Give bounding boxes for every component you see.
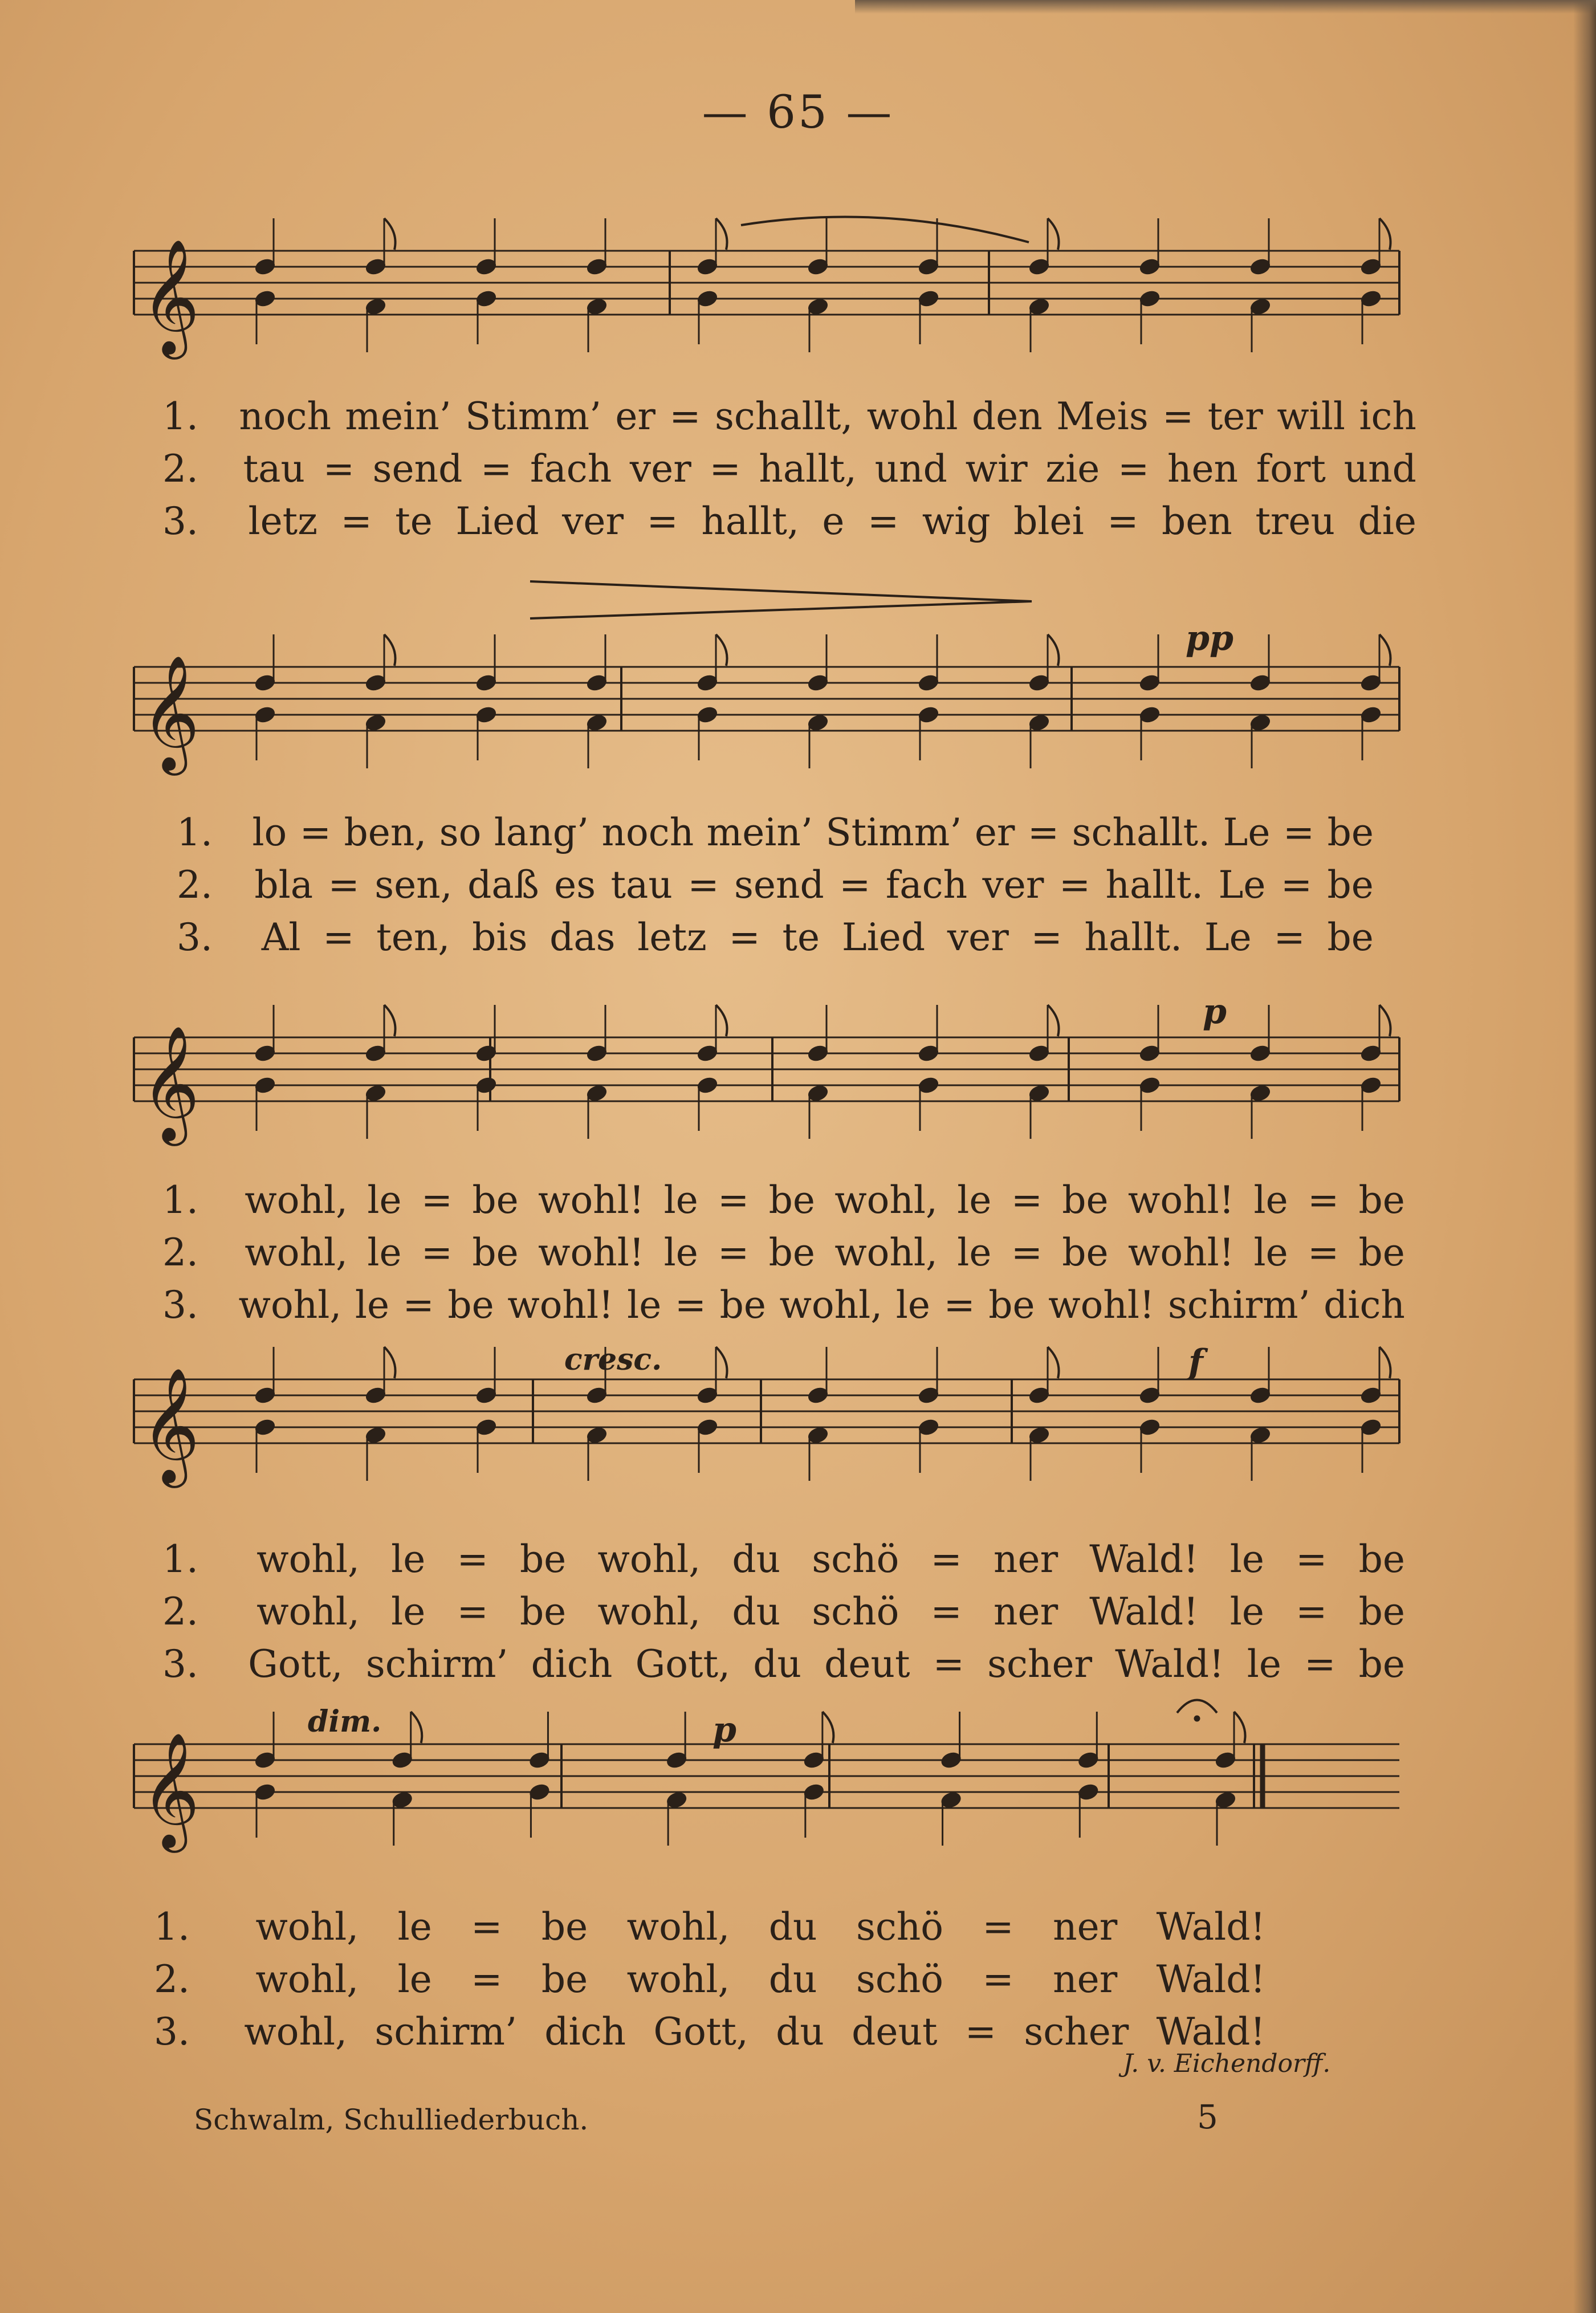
lyric-syllable: wohl! [538,1231,645,1274]
lyric-syllable: = [646,499,678,543]
lyric-syllable: le [1229,1590,1264,1634]
lyrics-system-1 [162,390,1416,548]
lyric-syllable: be [472,1231,519,1274]
lyric-syllable: wohl! [538,1178,645,1222]
lyric-syllable: lang’ [494,811,589,854]
lyric-syllable: be [1327,863,1374,907]
lyric-syllable: du [753,1642,801,1686]
lyric-syllable: dich [531,1642,613,1686]
lyric-syllable: = [933,1642,964,1686]
verse-number: 2. [162,447,198,491]
verse-number: 3. [154,2010,190,2054]
lyric-syllable: so [439,811,482,854]
lyric-syllable: ich [1359,394,1416,438]
lyric-syllable: = [1280,863,1313,907]
lyric-syllable: = [457,1590,488,1634]
lyric-syllable: daß [467,863,539,907]
lyric-syllable: be [768,1178,815,1222]
lyric-syllable: = [1307,1178,1339,1222]
lyric-syllable: be [541,1905,588,1949]
lyric-syllable: Gott, [635,1642,731,1686]
lyric-verse-3 [162,1638,1405,1691]
verse-number: 2. [177,863,213,907]
lyric-syllable: = [1162,394,1194,438]
verse-number: 1. [162,1178,198,1222]
treble-clef: 𝄞 [141,655,200,771]
lyric-syllable: fach [530,447,612,491]
lyric-syllable: Le [1218,863,1266,907]
lyric-syllable: be [1358,1231,1405,1274]
lyric-syllable: er [974,811,1015,854]
lyric-syllable: und [874,447,947,491]
lyric-syllable: le [391,1590,426,1634]
verse-number: 1. [154,1905,190,1949]
note-flag [1048,218,1059,250]
lyric-syllable: hallt. [1105,863,1204,907]
lyric-syllable: die [1358,499,1416,543]
lyric-syllable: Wald! [1089,1537,1199,1581]
note-flag [1379,1347,1391,1378]
lyric-syllable: = [1296,1590,1328,1634]
lyric-syllable: er [615,394,656,438]
lyric-syllable: mein’ [345,394,451,438]
lyric-syllable: le [397,1905,432,1949]
lyric-verse-2 [177,859,1374,911]
lyric-syllable: du [732,1590,781,1634]
lyric-syllable: = [964,2010,997,2054]
lyric-syllable: = [669,394,701,438]
lyric-syllable: tau [610,863,673,907]
lyric-verse-2 [162,1586,1405,1638]
lyric-syllable: ner [994,1537,1058,1581]
lyric-syllable: ver [629,447,691,491]
lyric-syllable: = [867,499,899,543]
lyric-syllable: be [1358,1642,1405,1686]
lyric-syllable: = [943,1283,975,1327]
lyric-syllable: be [1062,1231,1109,1274]
lyric-syllable: le [367,1178,402,1222]
lyric-syllable: = [1307,1231,1339,1274]
note-flag [384,218,396,250]
decrescendo-hairpin [530,581,1032,618]
verse-number: 1. [162,1537,198,1581]
lyric-syllable: be [988,1283,1035,1327]
lyric-verse-2 [162,1227,1405,1279]
lyric-syllable: du [732,1537,781,1581]
lyric-syllable: Wald! [1089,1590,1199,1634]
lyric-syllable: Le [1204,915,1252,959]
verse-number: 3. [162,499,198,543]
verse-number: 1. [177,811,213,854]
lyric-syllable: es [554,863,596,907]
lyric-syllable: bis [472,915,528,959]
lyric-syllable: le [1247,1642,1281,1686]
footer-signature: 5 [1197,2098,1218,2136]
lyric-syllable: ten, [376,915,450,959]
lyric-syllable: = [687,863,719,907]
lyric-syllable: schirm’ [374,2010,517,2054]
lyric-syllable: du [768,1905,817,1949]
lyric-syllable: wohl, [255,1957,359,2001]
lyric-syllable: be [472,1178,519,1222]
lyric-syllable: ben, [344,811,427,854]
lyric-syllable: = [457,1537,488,1581]
note-flag [716,634,727,666]
lyric-syllable: hallt, [759,447,857,491]
note-flag [384,1005,396,1036]
lyric-syllable: = [1304,1642,1336,1686]
lyric-syllable: = [982,1957,1014,2001]
lyric-syllable: e [822,499,845,543]
lyric-syllable: be [1358,1178,1405,1222]
lyric-syllable: dich [544,2010,626,2054]
lyric-syllable: du [768,1957,817,2001]
lyric-syllable: schö [856,1957,944,2001]
note-flag [1379,634,1391,666]
lyric-syllable: = [299,811,332,854]
lyric-syllable: be [768,1231,815,1274]
lyric-syllable: = [323,447,355,491]
lyric-syllable: wig [922,499,991,543]
lyric-syllable: schö [856,1905,944,1949]
lyric-syllable: schallt, [714,394,853,438]
lyric-syllable: ner [994,1590,1058,1634]
lyric-syllable: le [1253,1178,1288,1222]
lyric-syllable: hen [1167,447,1239,491]
lyric-syllable: = [1031,915,1062,959]
lyric-syllable: = [1011,1178,1043,1222]
fermata-dot [1194,1716,1200,1721]
lyric-syllable: be [1327,915,1374,959]
lyric-syllable: wohl, [245,1178,348,1222]
lyric-syllable: send [734,863,824,907]
lyric-syllable: = [1296,1537,1328,1581]
lyric-syllable: will [1277,394,1346,438]
lyric-syllable: Stimm’ [825,811,962,854]
lyric-syllable: Gott, [248,1642,343,1686]
lyric-syllable: Meis [1056,394,1149,438]
note-flag [384,1347,396,1378]
lyric-syllable: = [930,1590,962,1634]
fermata [1177,1700,1217,1713]
dynamic-p-final: p [712,1710,736,1750]
verse-number: 1. [162,394,198,438]
dynamic-f: f [1188,1342,1203,1382]
lyric-syllable: = [1282,811,1315,854]
lyric-syllable: = [728,915,760,959]
verse-number: 3. [177,915,213,959]
lyric-syllable: wohl, [779,1283,883,1327]
lyric-syllable: te [395,499,433,543]
note-flag [384,634,396,666]
lyric-syllable: wohl, [255,1905,359,1949]
lyric-verse-3 [162,495,1416,548]
lyric-syllable: noch [239,394,332,438]
lyric-syllable: = [421,1231,453,1274]
lyric-syllable: le [397,1957,432,2001]
lyric-syllable: ter [1207,394,1263,438]
lyric-syllable: deut [824,1642,910,1686]
lyric-syllable: wohl, [238,1283,342,1327]
lyric-syllable: = [421,1178,453,1222]
lyric-syllable: send [372,447,463,491]
lyric-syllable: wohl, [834,1231,938,1274]
lyric-syllable: Wald! [1156,1905,1265,1949]
lyric-syllable: = [1027,811,1060,854]
lyric-syllable: wohl! [507,1283,614,1327]
lyric-syllable: le [367,1231,402,1274]
lyric-syllable: wohl, [256,1537,360,1581]
lyric-syllable: Wald! [1115,1642,1224,1686]
lyric-syllable: le [663,1178,698,1222]
lyric-syllable: hallt, [701,499,799,543]
lyric-syllable: = [718,1231,750,1274]
lyric-syllable: fort [1256,447,1326,491]
lyric-syllable: noch [601,811,694,854]
lyric-syllable: ver [562,499,624,543]
lyric-syllable: wohl! [1127,1178,1235,1222]
lyric-syllable: = [481,447,512,491]
lyric-syllable: = [471,1957,503,2001]
lyric-syllable: Stimm’ [465,394,601,438]
lyric-syllable: Lied [455,499,539,543]
lyric-syllable: be [519,1537,567,1581]
dynamic-dim: dim. [308,1704,382,1739]
dynamic-pp: pp [1186,618,1233,658]
lyric-syllable: = [1273,915,1305,959]
lyric-syllable: ben [1162,499,1232,543]
note-flag [1379,1005,1391,1036]
lyric-syllable: zie [1045,447,1100,491]
lyric-syllable: wohl, [256,1590,360,1634]
dynamic-cresc: cresc. [564,1342,662,1377]
note-flag [823,1712,834,1743]
lyric-syllable: wohl, [597,1590,701,1634]
lyric-syllable: ver [982,863,1044,907]
dynamic-p: p [1203,992,1227,1032]
treble-clef: 𝄞 [141,1025,200,1141]
lyric-verse-1 [177,807,1374,859]
lyric-syllable: = [1011,1231,1043,1274]
note-flag [716,1347,727,1378]
note-flag [1048,1347,1059,1378]
lyric-syllable: wohl, [626,1905,730,1949]
lyric-verse-1 [162,390,1416,443]
note-flag [1379,218,1391,250]
lyric-syllable: le [895,1283,930,1327]
note-flag [1234,1712,1245,1743]
lyric-syllable: Wald! [1156,2010,1265,2054]
lyrics-system-3 [162,1174,1405,1331]
lyric-syllable: schö [812,1537,899,1581]
lyric-syllable: be [519,1590,567,1634]
treble-clef: 𝄞 [141,1732,200,1848]
lyric-syllable: hallt. [1084,915,1183,959]
lyric-syllable: be [1358,1537,1405,1581]
lyric-syllable: scher [1024,2010,1129,2054]
lyric-syllable: = [674,1283,707,1327]
lyric-syllable: = [839,863,871,907]
lyric-syllable: le [355,1283,390,1327]
note-flag [716,218,727,250]
lyric-syllable: Gott, [653,2010,748,2054]
lyric-syllable: le [663,1231,698,1274]
lyric-syllable: wohl, [626,1957,730,2001]
lyric-syllable: le [957,1178,992,1222]
note-flag [411,1712,422,1743]
lyric-verse-1 [162,1533,1405,1586]
lyric-syllable: wohl, [244,2010,348,2054]
lyric-syllable: le [1229,1537,1264,1581]
lyric-syllable: = [930,1537,962,1581]
lyric-syllable: ner [1053,1957,1118,2001]
lyric-syllable: be [1327,811,1374,854]
lyric-syllable: sen, [374,863,453,907]
lyric-syllable: = [402,1283,434,1327]
lyric-syllable: le [957,1231,992,1274]
lyrics-system-2 [177,807,1374,964]
verse-number: 3. [162,1642,198,1686]
lyric-syllable: und [1343,447,1416,491]
note-flag [1048,634,1059,666]
lyrics-system-5 [154,1901,1265,2058]
lyric-syllable: wohl! [1127,1231,1235,1274]
lyric-verse-3 [154,2006,1265,2058]
lyric-syllable: letz [637,915,707,959]
lyric-syllable: schirm’ [365,1642,508,1686]
lyric-syllable: dich [1324,1283,1405,1327]
verse-number: 2. [162,1231,198,1274]
lyric-syllable: le [627,1283,662,1327]
lyric-syllable: ner [1053,1905,1118,1949]
lyrics-system-4 [162,1533,1405,1691]
lyric-syllable: wohl, [597,1537,701,1581]
lyric-syllable: schallt. [1072,811,1211,854]
lyric-syllable: wohl [866,394,958,438]
lyric-verse-3 [177,911,1374,964]
treble-clef: 𝄞 [141,239,200,355]
lyric-syllable: le [1253,1231,1288,1274]
lyric-syllable: te [782,915,820,959]
lyric-syllable: be [1358,1590,1405,1634]
lyric-syllable: le [391,1537,426,1581]
lyric-syllable: Al [261,915,301,959]
page-number: — 65 — [702,85,894,139]
lyric-verse-1 [154,1901,1265,1953]
lyric-syllable: fach [885,863,968,907]
lyric-syllable: letz [248,499,317,543]
lyric-syllable: be [447,1283,494,1327]
lyric-verse-1 [162,1174,1405,1227]
lyric-syllable: = [1118,447,1150,491]
lyric-verse-2 [162,443,1416,495]
lyric-syllable: lo [252,811,287,854]
lyric-syllable: wohl, [245,1231,348,1274]
lyric-syllable: das [549,915,616,959]
lyric-syllable: scher [987,1642,1093,1686]
lyric-syllable: = [328,863,360,907]
lyric-syllable: Le [1223,811,1271,854]
lyric-syllable: be [541,1957,588,2001]
verse-number: 2. [154,1957,190,2001]
lyric-verse-3 [162,1279,1405,1331]
lyric-syllable: = [718,1178,750,1222]
slur [741,217,1029,242]
treble-clef: 𝄞 [141,1367,200,1483]
lyric-syllable: blei [1013,499,1084,543]
lyric-syllable: = [709,447,741,491]
verse-number: 3. [162,1283,198,1327]
verse-number: 2. [162,1590,198,1634]
lyric-syllable: = [471,1905,503,1949]
note-flag [716,1005,727,1036]
lyric-syllable: ver [947,915,1009,959]
lyric-syllable: bla [254,863,314,907]
lyric-syllable: = [340,499,372,543]
lyric-syllable: tau [243,447,306,491]
lyric-syllable: wir [965,447,1028,491]
lyric-syllable: treu [1255,499,1335,543]
lyric-syllable: = [1107,499,1139,543]
lyric-syllable: mein’ [706,811,813,854]
lyric-syllable: du [776,2010,824,2054]
lyric-syllable: wohl, [834,1178,938,1222]
author-credit: J. v. Eichendorff. [1123,2049,1331,2078]
lyric-syllable: wohl! [1048,1283,1155,1327]
footer-source: Schwalm, Schulliederbuch. [194,2103,589,2136]
lyric-syllable: = [982,1905,1014,1949]
lyric-syllable: be [1062,1178,1109,1222]
lyric-syllable: schö [812,1590,899,1634]
lyric-syllable: den [971,394,1043,438]
note-flag [1048,1005,1059,1036]
lyric-syllable: be [719,1283,766,1327]
lyric-syllable: Wald! [1156,1957,1265,2001]
lyric-syllable: Lied [841,915,926,959]
lyric-syllable: = [323,915,355,959]
lyric-syllable: schirm’ [1168,1283,1310,1327]
lyric-syllable: deut [852,2010,938,2054]
lyric-verse-2 [154,1953,1265,2006]
lyric-syllable: = [1058,863,1091,907]
